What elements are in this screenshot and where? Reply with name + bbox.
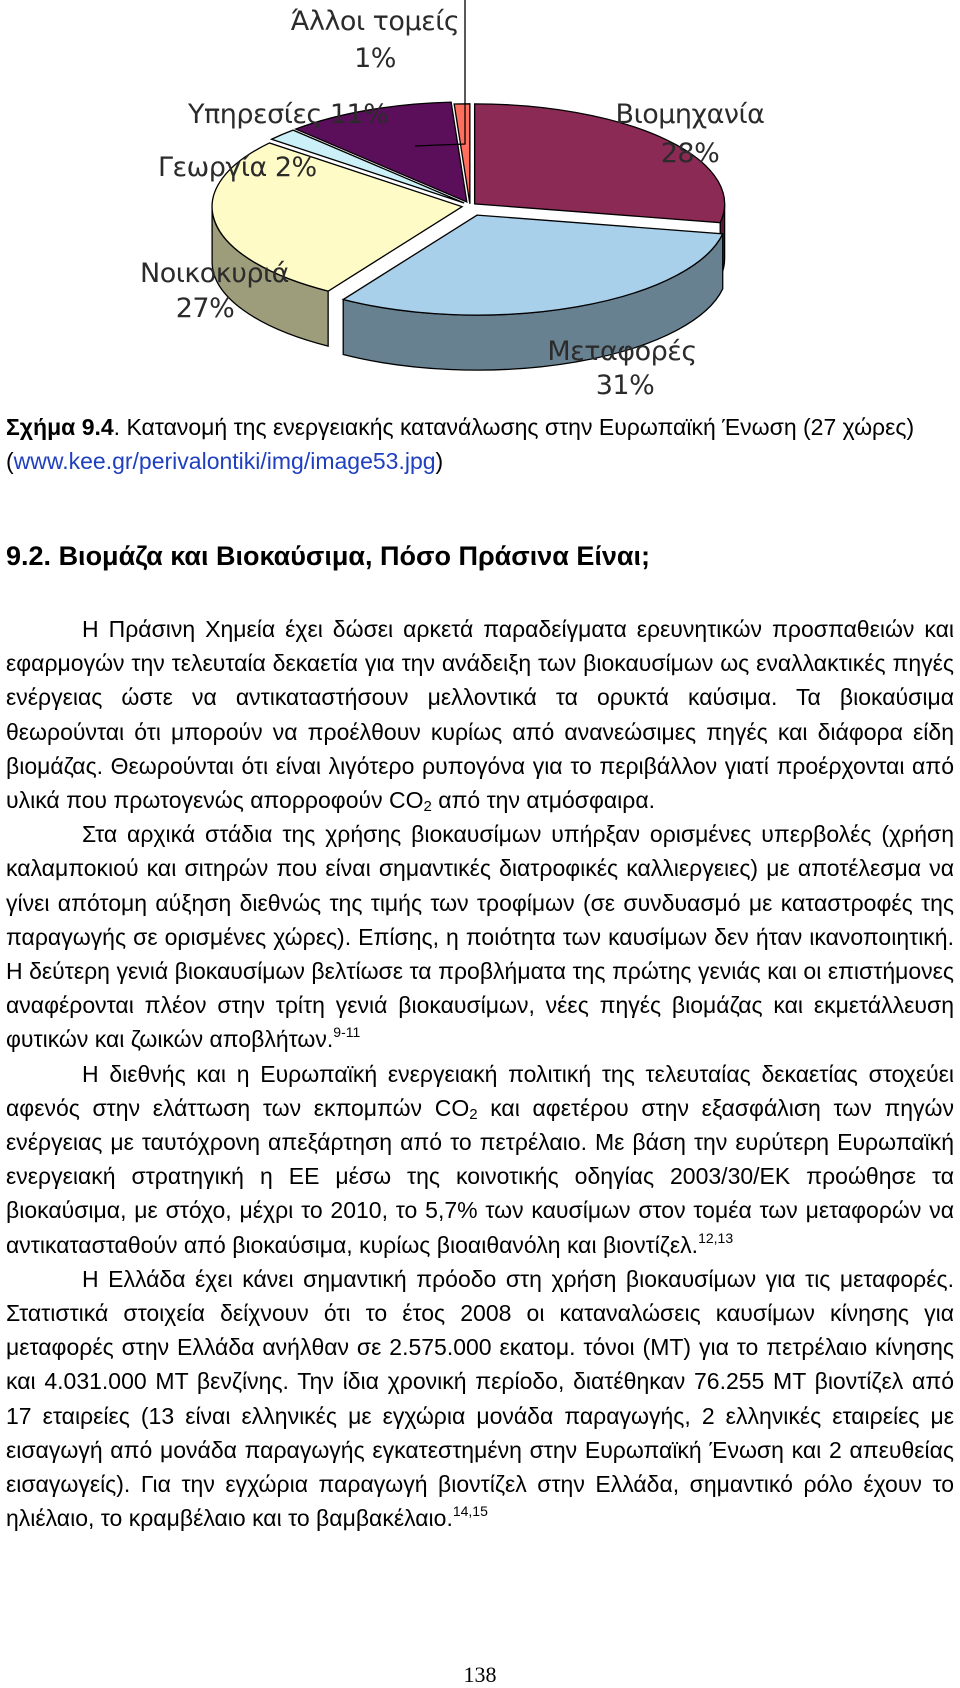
paragraph-2-text: Στα αρχικά στάδια της χρήσης βιοκαυσίμων υπήρξαν ορισμένες υπερβολές (χρήση καλαμποκιού και σιτηρών που είναι σημαντικές διατροφικές καλλιεργειες) με αποτέλεσμα να γίνει απότομη αύξηση διεθνώς της τιμής των τροφίμων (σε συνδυασμό με καταστροφές της παραγωγής σε ορισμένες χώρες). Επίσης, η ποιότητα των καυσίμων δεν ήταν ικανοποιητική. Η δεύτερη γενιά βιοκαυσίμων βελτίωσε τα προβλήματα της πρώτης γενιάς και οι επιστήμονες αναφέρονται πλέον στην τρίτη γενιά βιοκαυσίμων, νέες πηγές βιομάζας και εκμετάλλευση φυτικών και ζωικών αποβλήτων. [6,821,954,1053]
page-number: 138 [463,1662,497,1687]
label-transport-name: Μεταφορές [547,336,697,367]
caption-link[interactable]: www.kee.gr/perivalontiki/img/image53.jpg [13,448,436,474]
paragraph-4 [6,1262,954,1536]
paragraph-1-text-b: από την ατμόσφαιρα. [431,787,656,814]
pie-slices [212,102,725,370]
figure-caption [6,410,956,478]
label-services: Υπηρεσίες 11% [188,99,389,130]
co2-subscript-1: 2 [423,798,432,816]
caption-text: . Κατανομή της ενεργειακής κατανάλωσης στην Ευρωπαϊκή Ένωση (27 χώρες) ( [6,414,915,474]
co2-subscript-2: 2 [469,1105,478,1123]
paragraph-3-text-b: και αφετέρου στην εξασφάλιση των πηγών ενέργειας με ταυτόχρονη απεξάρτηση από το πετρέλαιο. Με βάση την ευρύτερη Ευρωπαϊκή ενεργειακή στρατηγική η ΕΕ μέσω της κοινοτικής οδηγίας 2003/30/ΕΚ προώθησε τα βιοκαύσιμα, με στόχο, μέχρι το 2010, το 5,7% των καυσίμων στον τομέα των μεταφορών να αντικατασταθούν από βιοκαύσιμα, κυρίως βιοαιθανόλη και βιοντίζελ. [6,1094,954,1258]
label-transport-pct: 31% [595,370,655,400]
label-industry-name: Βιομηχανία [615,99,765,130]
section-heading [6,538,650,574]
section-title: Βιομάζα και Βιοκαύσιμα, Πόσο Πράσινα Είναι; [58,541,650,571]
label-households-name: Νοικοκυριά [140,258,289,289]
paragraph-1-text-a: Η Πράσινη Χημεία έχει δώσει αρκετά παραδείγματα ερευνητικών προσπαθειών και εφαρμογών την τελευταία δεκαετία για την ανάδειξη των βιοκαυσίμων ως εναλλακτικές πηγές ενέργειας ώστε να αντικαταστήσουν μελλοντικά τα ορυκτά καύσιμα. Τα βιοκαύσιμα θεωρούνται ότι μπορούν να προέλθουν κυρίως από ανανεώσιμες πηγές και διάφορα είδη βιομάζας. Θεωρούνται ότι είναι λιγότερο ρυπογόνα για το περιβάλλον γιατί προέρχονται από υλικά που πρωτογενώς απορροφούν CO [6,616,954,814]
pie-chart-svg [130,0,770,400]
section-number: 9.2. [6,541,52,571]
label-other-name: Άλλοι τομείς [290,6,460,37]
figure-id: Σχήμα 9.4 [6,414,114,440]
paragraph-1 [6,612,954,817]
pie-chart [130,0,770,400]
body-text [6,612,954,1535]
caption-close: ) [435,448,444,474]
reference-14-15: 14,15 [452,1503,488,1520]
label-agriculture: Γεωργία 2% [158,152,317,183]
paragraph-4-text: Η Ελλάδα έχει κάνει σημαντική πρόοδο στη χρήση βιοκαυσίμων για τις μεταφορές. Στατιστικά στοιχεία δείχνουν ότι το έτος 2008 οι καταναλώσεις καυσίμων κίνησης για μεταφορές στην Ελλάδα ανήλθαν σε 2.575.000 εκατομ. τόνοι (ΜΤ) για το πετρέλαιο κίνησης και 4.031.000 ΜΤ βενζίνης. Την ίδια χρονική περίοδο, διατέθηκαν 76.255 ΜΤ βιοντίζελ από 17 εταιρείες (13 είναι ελληνικές με εγχώρια μονάδα παραγωγής, 2 ελληνικές εταιρείες με εισαγωγή από μονάδα παραγωγής εγκατεστημένη στην Ευρωπαϊκή Ένωση και 2 απευθείας εισαγωγείς). Για την εγχώρια παραγωγή βιοντίζελ στην Ελλάδα, σημαντικό ρόλο έχουν το ηλιέλαιο, το κραμβέλαιο και το βαμβακέλαιο. [6,1265,954,1532]
paragraph-2 [6,817,954,1056]
label-households-pct: 27% [175,293,235,324]
label-industry-pct: 28% [660,138,720,169]
paragraph-3 [6,1057,954,1262]
paragraph-3-text-a: Η διεθνής και η Ευρωπαϊκή ενεργειακή πολιτική της τελευταίας δεκαετίας στοχεύει αφενός στην ελάττωση των εκπομπών CO [6,1060,954,1121]
reference-12-13: 12,13 [698,1229,734,1246]
label-other-pct: 1% [354,43,396,74]
reference-9-11: 9-11 [333,1024,361,1041]
